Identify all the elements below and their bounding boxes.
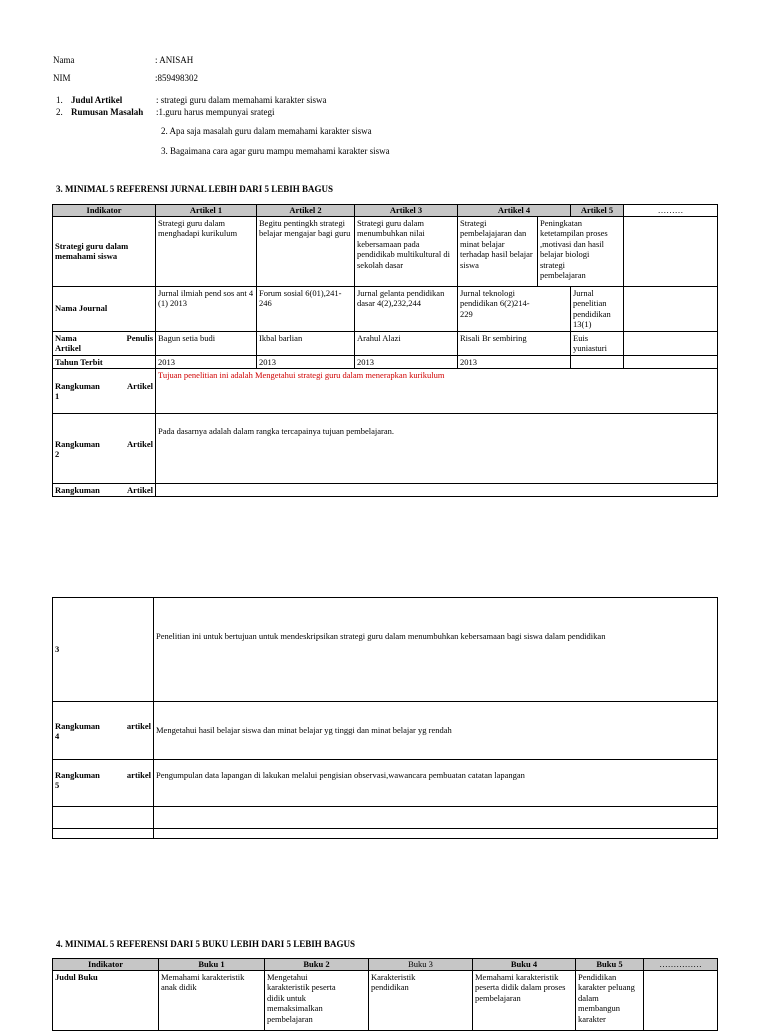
empty-row-2-label xyxy=(53,829,154,839)
rumusan-2: 2. Apa saja masalah guru dalam memahami karakter siswa xyxy=(161,126,372,136)
header-artikel-3: Artikel 3 xyxy=(355,205,458,217)
judul-buku-3: Karakteristik pendidikan xyxy=(369,970,473,1030)
rangkuman-4-label-a: Rangkuman xyxy=(55,720,100,731)
rangkuman-3-text-top xyxy=(156,484,718,497)
judul-buku-5: Pendidikan karakter peluang dalam membangun karakter xyxy=(576,970,644,1030)
row-journal-label: Nama Journal xyxy=(53,286,156,331)
rangkuman-1-text: Tujuan penelitian ini adalah Mengetahui strategi guru dalam menerapkan kurikulum xyxy=(156,369,718,414)
judul-buku-1: Memahami karakteristik anak didik xyxy=(159,970,265,1030)
header-artikel-1: Artikel 1 xyxy=(156,205,257,217)
rangkuman-4-label-c: 4 xyxy=(55,730,60,741)
book-header-1: Buku 1 xyxy=(159,959,265,971)
header-more: ……… xyxy=(624,205,718,217)
book-header-4: Buku 4 xyxy=(473,959,576,971)
row-strategi-label: Strategi guru dalam memahami siswa xyxy=(53,216,156,286)
judul-artikel-label: Judul Artikel xyxy=(71,95,123,105)
strategi-artikel-3: Strategi guru dalam menumbuhkan nilai kebersamaan pada pendidikab multikultural di sekolah dasar xyxy=(355,216,458,286)
rangkuman-1-label xyxy=(53,369,156,414)
rangkuman-5-label-a: Rangkuman xyxy=(55,770,100,780)
rangkuman-1-label-c: 1 xyxy=(55,391,60,401)
journal-more xyxy=(624,286,718,331)
rangkuman-1-label-b: Artikel xyxy=(127,381,153,391)
strategi-artikel-2: Begitu pentingkh strategi belajar mengajar bagi guru xyxy=(257,216,355,286)
book-header-2: Buku 2 xyxy=(265,959,369,971)
strategi-more xyxy=(624,216,718,286)
judul-buku-2: Mengetahui karakteristik peserta didik untuk memaksimalkan pembelajaran xyxy=(265,970,369,1030)
row-3-text: Penelitian ini untuk bertujuan untuk mendeskripsikan strategi guru dalam menumbuhkan kebersamaan bagi siswa dalam pendidikan xyxy=(154,598,718,702)
rangkuman-3-label-top xyxy=(53,484,156,497)
journal-artikel-1: Jurnal ilmiah pend sos ant 4 (1) 2013 xyxy=(156,286,257,331)
row-penulis-label xyxy=(53,331,156,355)
journal-artikel-2: Forum sosial 6(01),241-246 xyxy=(257,286,355,331)
rangkuman-4-text: Mengetahui hasil belajar siswa dan minat belajar yg tinggi dan minat belajar yg rendah xyxy=(154,702,718,760)
tahun-artikel-3: 2013 xyxy=(355,355,458,369)
header-artikel-5: Artikel 5 xyxy=(571,205,624,217)
section4-heading: 4. MINIMAL 5 REFERENSI DARI 5 BUKU LEBIH DARI 5 LEBIH BAGUS xyxy=(56,939,356,949)
rangkuman-2-label-c: 2 xyxy=(55,448,60,459)
empty-row-1-label xyxy=(53,807,154,829)
penulis-more xyxy=(624,331,718,355)
book-header-more: …………… xyxy=(644,959,718,971)
rangkuman-2-label xyxy=(53,414,156,484)
journal-artikel-5: Jurnal penelitian pendidikan 13(1) xyxy=(571,286,624,331)
empty-row-1-text xyxy=(154,807,718,829)
rangkuman-2-text: Pada dasarnya adalah dalam rangka tercapainya tujuan pembelajaran. xyxy=(156,414,718,484)
penulis-label-c: Artikel xyxy=(55,343,81,353)
rangkuman-5-label-b: artikel xyxy=(126,770,151,780)
rangkuman-5-text: Pengumpulan data lapangan di lakukan melalui pengisian observasi,wawancara pembuatan catatan lapangan xyxy=(154,760,718,807)
judul-buku-more xyxy=(644,970,718,1030)
section3-heading: 3. MINIMAL 5 REFERENSI JURNAL LEBIH DARI 5 LEBIH BAGUS xyxy=(56,184,334,194)
tahun-more xyxy=(624,355,718,369)
rangkuman-3-label-b: Artikel xyxy=(127,485,153,495)
tahun-artikel-2: 2013 xyxy=(257,355,355,369)
journal-artikel-3: Jurnal gelanta pendidikan dasar 4(2),232,244 xyxy=(355,286,458,331)
rangkuman-2-label-b: Artikel xyxy=(127,438,153,449)
penulis-artikel-5: Euis yuniasturi xyxy=(571,331,624,355)
book-header-5: Buku 5 xyxy=(576,959,644,971)
rangkuman-2-label-a: Rangkuman xyxy=(55,438,100,449)
journal-table xyxy=(52,204,718,497)
rangkuman-4-label xyxy=(53,702,154,760)
journal-table-continued xyxy=(52,597,718,839)
row-3-label: 3 xyxy=(53,598,154,702)
tahun-artikel-5 xyxy=(571,355,624,369)
strategi-artikel-5: Peningkatan ketetampilan proses ,motivasi dan hasil belajar biologi strategi pembelajaran xyxy=(538,216,624,286)
book-header-indikator: Indikator xyxy=(53,959,159,971)
rangkuman-1-label-a: Rangkuman xyxy=(55,381,100,391)
nama-label: Nama xyxy=(53,55,75,65)
penulis-artikel-4: Risali Br sembiring xyxy=(458,331,571,355)
tahun-artikel-4: 2013 xyxy=(458,355,571,369)
row-judul-label: Judul Buku xyxy=(53,970,159,1030)
rangkuman-5-label xyxy=(53,760,154,807)
strategi-artikel-1: Strategi guru dalam menghadapi kurikulum xyxy=(156,216,257,286)
penulis-artikel-1: Bagun setia budi xyxy=(156,331,257,355)
nama-value: : ANISAH xyxy=(155,55,194,65)
item-num-2: 2. xyxy=(56,107,63,117)
rumusan-masalah-label: Rumusan Masalah xyxy=(71,107,144,117)
row-tahun-label: Tahun Terbit xyxy=(53,355,156,369)
book-header-3: Buku 3 xyxy=(369,959,473,971)
judul-artikel-value: : strategi guru dalam memahami karakter siswa xyxy=(156,95,327,105)
header-indikator: Indikator xyxy=(53,205,156,217)
nim-value: :859498302 xyxy=(155,73,199,83)
header-artikel-2: Artikel 2 xyxy=(257,205,355,217)
tahun-artikel-1: 2013 xyxy=(156,355,257,369)
penulis-label-a: Nama xyxy=(55,333,77,343)
judul-buku-4: Memahami karakteristik peserta didik dalam proses pembelajaran xyxy=(473,970,576,1030)
rangkuman-5-label-c: 5 xyxy=(55,780,60,790)
rumusan-masalah-value: :1.guru harus mempunyai srategi xyxy=(156,107,275,117)
penulis-artikel-3: Arahul Alazi xyxy=(355,331,458,355)
nim-label: NIM xyxy=(53,73,71,83)
item-num-1: 1. xyxy=(56,95,63,105)
header-artikel-4: Artikel 4 xyxy=(458,205,571,217)
strategi-artikel-4: Strategi pembelajajaran dan minat belajar terhadap hasil belajar siswa xyxy=(458,216,538,286)
journal-artikel-4: Jurnal teknologi pendidikan 6(2)214-229 xyxy=(458,286,571,331)
empty-row-2-text xyxy=(154,829,718,839)
penulis-artikel-2: Ikbal barlian xyxy=(257,331,355,355)
rangkuman-3-label-a: Rangkuman xyxy=(55,485,100,495)
book-table xyxy=(52,958,718,1031)
penulis-label-b: Penulis xyxy=(126,333,153,343)
rumusan-3: 3. Bagaimana cara agar guru mampu memahami karakter siswa xyxy=(161,146,390,156)
rangkuman-4-label-b: artikel xyxy=(126,720,151,731)
